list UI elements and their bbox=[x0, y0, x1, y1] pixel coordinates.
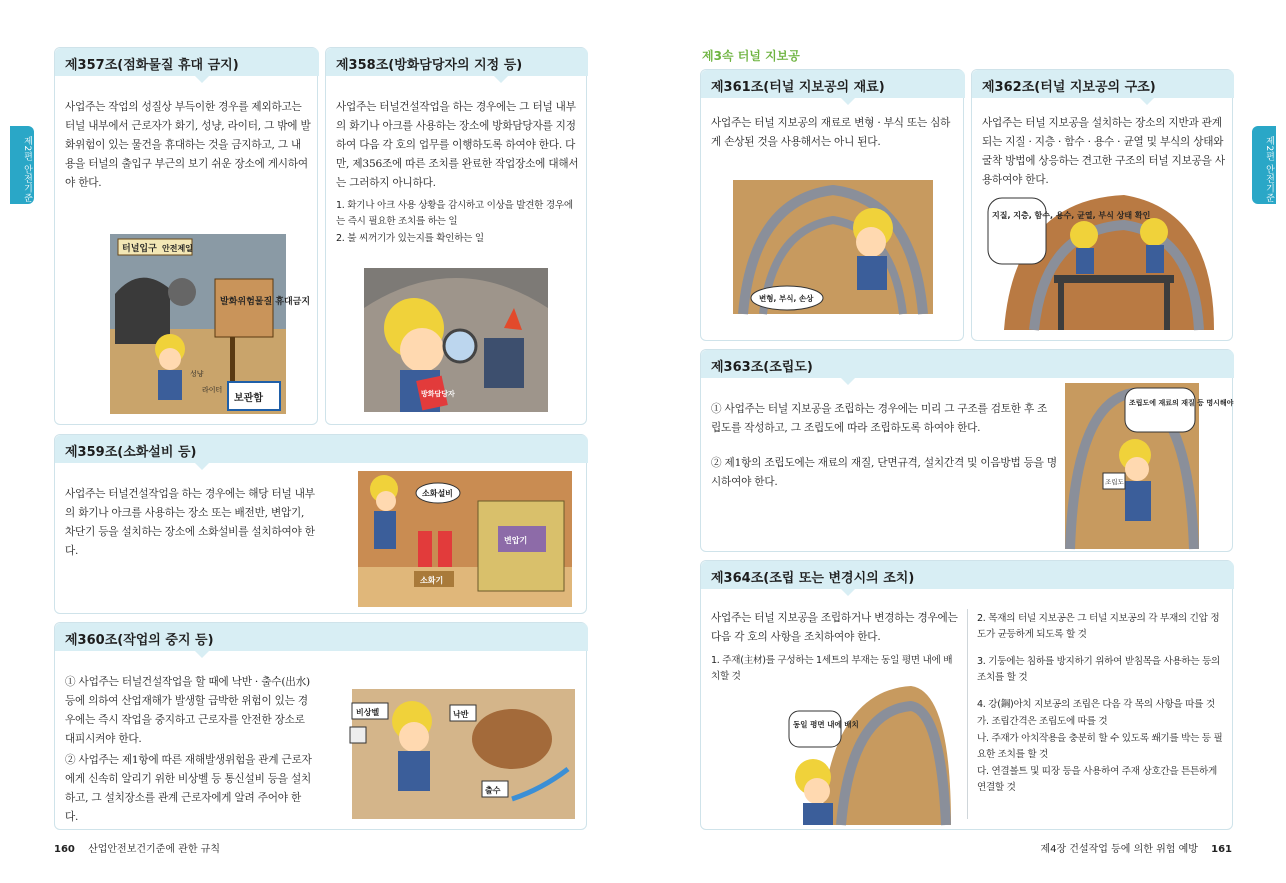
article-361-body: 사업주는 터널 지보공의 재료로 변형 · 부식 또는 심하게 손상된 것을 사용해서는 아니 된다. bbox=[711, 117, 951, 148]
article-357-body: 사업주는 작업의 성질상 부득이한 경우를 제외하고는 터널 내부에서 근로자가 화기, 성냥, 라이터, 그 밖에 발화위험이 있는 물건을 휴대하는 것을 금지하고, 그 내용을 터널의 출입구 부근의 보기 쉬운 장소에 게시하여야 한다. bbox=[65, 101, 311, 189]
article-358-title: 제358조(방화담당자의 지정 등) bbox=[326, 48, 588, 76]
assembly-bubble bbox=[1129, 398, 1234, 407]
footer-left-title: 산업안전보건기준에 관한 규칙 bbox=[88, 844, 220, 855]
article-360-body-2: ② 사업주는 제1항에 따른 재해발생위험을 관계 근로자에게 신속히 알리기 위한 비상벨 등 통신설비 등을 설치하고, 그 설치장소를 관계 근로자에게 알려 주어야 한다. bbox=[65, 754, 312, 823]
column-divider bbox=[967, 609, 968, 819]
page-number-right: 161 bbox=[1211, 844, 1232, 855]
transformer-label: 변압기 bbox=[504, 536, 528, 545]
article-358-item-2: 2. 불 씨꺼기가 있는지를 확인하는 일 bbox=[336, 233, 484, 244]
article-357-title: 제357조(점화물질 휴대 금지) bbox=[55, 48, 319, 76]
article-358-item-1: 1. 화기나 아크 사용 상황을 감시하고 이상을 발견한 경우에는 즉시 필요한 조치를 하는 일 bbox=[336, 200, 573, 227]
article-359-illustration bbox=[358, 471, 572, 607]
article-357-card bbox=[54, 47, 318, 425]
article-364-intro: 사업주는 터널 지보공을 조립하거나 변경하는 경우에는 다음 각 호의 사항을 조치하여야 한다. bbox=[711, 612, 958, 643]
side-tab-right: 제2편 안전기준 bbox=[1252, 126, 1276, 204]
sign-main-text: 발화위험물질 휴대금지 bbox=[220, 297, 311, 307]
article-363-body-1: ① 사업주는 터널 지보공을 조립하는 경우에는 미리 그 구조를 검토한 후 조립도를 작성하고, 그 조립도에 따라 조립하도록 하여야 한다. bbox=[711, 403, 1048, 434]
sign-top-text-2: 안전제일 bbox=[162, 244, 193, 253]
water-inflow-bubble: 출수 bbox=[485, 786, 501, 795]
lighter-label: 라이터 bbox=[202, 386, 223, 394]
article-357-illustration bbox=[110, 234, 311, 414]
sign-top-text: 터널입구 bbox=[122, 244, 157, 254]
article-364-card bbox=[700, 560, 1233, 830]
article-364-item-4b: 나. 주재가 아치작용을 충분히 할 수 있도록 쐐기를 박는 등 필요한 조치를 할 것 bbox=[977, 733, 1223, 760]
alarm-bell-bubble: 비상벨 bbox=[356, 708, 380, 717]
side-tab-left: 제2편 안전기준 bbox=[10, 126, 34, 204]
article-364-item-2: 2. 목재의 터널 지보공은 그 터널 지보공의 각 부재의 긴압 정도가 균등하게 되도록 할 것 bbox=[977, 613, 1220, 640]
assembly-drawing-doc: 조립도 bbox=[1105, 478, 1124, 486]
fire-officer-badge: 방화담당자 bbox=[421, 390, 455, 398]
inspect-bubble-text: 지질, 지층, 함수, 용수, 균열, 부식 상태 확인 bbox=[992, 211, 1151, 220]
article-362-title: 제362조(터널 지보공의 구조) bbox=[972, 70, 1234, 98]
same-plane-bubble-text: 동일 평면 내에 배치 bbox=[793, 720, 859, 729]
article-358-illustration bbox=[364, 268, 548, 412]
match-label: 성냥 bbox=[190, 370, 204, 378]
article-359-title: 제359조(소화설비 등) bbox=[55, 435, 588, 463]
assembly-bubble-text: 조립도에 재료의 재질 등 명시해야 bbox=[1129, 399, 1234, 407]
article-364-item-4: 4. 강(鋼)아치 지보공의 조립은 다음 각 목의 사항을 따를 것 bbox=[977, 699, 1215, 710]
article-358-body: 사업주는 터널건설작업을 하는 경우에는 그 터널 내부의 화기나 아크를 사용하는 장소에 방화담당자를 지정하여 다음 각 호의 업무를 이행하도록 하여야 한다. 다만, 제356조에 따른 조치를 완료한 작업장소에 대해서는 그러하지 아니하다. bbox=[336, 101, 579, 189]
section-title: 제3속 터널 지보공 bbox=[702, 49, 800, 63]
footer-left bbox=[54, 840, 220, 855]
article-363-card bbox=[700, 349, 1233, 552]
same-plane-bubble bbox=[793, 719, 859, 729]
article-364-item-4a: 가. 조립간격은 조립도에 따를 것 bbox=[977, 716, 1108, 727]
article-358-card bbox=[325, 47, 587, 425]
article-360-illustration bbox=[332, 689, 575, 819]
article-364-illustration bbox=[781, 681, 951, 825]
article-361-illustration bbox=[733, 180, 933, 314]
article-358-list bbox=[336, 198, 580, 248]
article-360-title: 제360조(작업의 중지 등) bbox=[55, 623, 588, 651]
article-364-list-right bbox=[977, 611, 1227, 797]
article-359-body: 사업주는 터널건설작업을 하는 경우에는 해당 터널 내부의 화기나 아크를 사용하는 장소 또는 배전반, 변압기, 차단기 등을 설치하는 장소에 소화설비를 설치하여야 한다. bbox=[65, 488, 315, 557]
article-362-card bbox=[971, 69, 1233, 341]
article-362-body: 사업주는 터널 지보공을 설치하는 장소의 지반과 관계되는 지질 · 지층 · 함수 · 용수 · 균열 및 부식의 상태와 굴착 방법에 상응하는 견고한 구조의 터널 지보공을 사용하여야 한다. bbox=[982, 117, 1225, 186]
article-360-card bbox=[54, 622, 587, 830]
page-number-left: 160 bbox=[54, 844, 75, 855]
extinguisher-box-label: 소화기 bbox=[420, 576, 444, 585]
article-359-card bbox=[54, 434, 587, 614]
article-360-body-1: ① 사업주는 터널건설작업을 할 때에 낙반 · 출수(出水) 등에 의하여 산업재해가 발생할 급박한 위험이 있는 경우에는 즉시 작업을 중지하고 근로자를 안전한 장소로 대피시켜야 한다. bbox=[65, 676, 310, 745]
article-364-item-3: 3. 기둥에는 침하를 방지하기 위하여 받침목을 사용하는 등의 조치를 할 것 bbox=[977, 656, 1221, 683]
storage-box-label: 보관함 bbox=[234, 393, 263, 404]
article-363-illustration bbox=[1065, 383, 1234, 549]
fire-equipment-bubble: 소화설비 bbox=[422, 489, 453, 498]
deformation-bubble: 변형, 부식, 손상 bbox=[759, 294, 814, 303]
article-364-title: 제364조(조립 또는 변경시의 조치) bbox=[701, 561, 1234, 589]
article-363-title: 제363조(조립도) bbox=[701, 350, 1234, 378]
inspect-bubble bbox=[992, 210, 1151, 220]
article-364-item-1: 1. 주재(主材)를 구성하는 1세트의 부재는 동일 평면 내에 배치할 것 bbox=[711, 655, 953, 682]
footer-right bbox=[1040, 840, 1232, 855]
footer-right-title: 제4장 건설작업 등에 의한 위험 예방 bbox=[1040, 844, 1198, 855]
article-361-title: 제361조(터널 지보공의 재료) bbox=[701, 70, 965, 98]
article-362-illustration bbox=[984, 190, 1218, 330]
article-363-body-2: ② 제1항의 조립도에는 재료의 재질, 단면규격, 설치간격 및 이음방법 등을 명시하여야 한다. bbox=[711, 457, 1057, 488]
article-361-card bbox=[700, 69, 964, 341]
cave-in-bubble: 낙반 bbox=[453, 710, 469, 719]
article-364-item-4c: 다. 연결볼트 및 띠장 등을 사용하여 주재 상호간을 튼튼하게 연결할 것 bbox=[977, 766, 1217, 793]
